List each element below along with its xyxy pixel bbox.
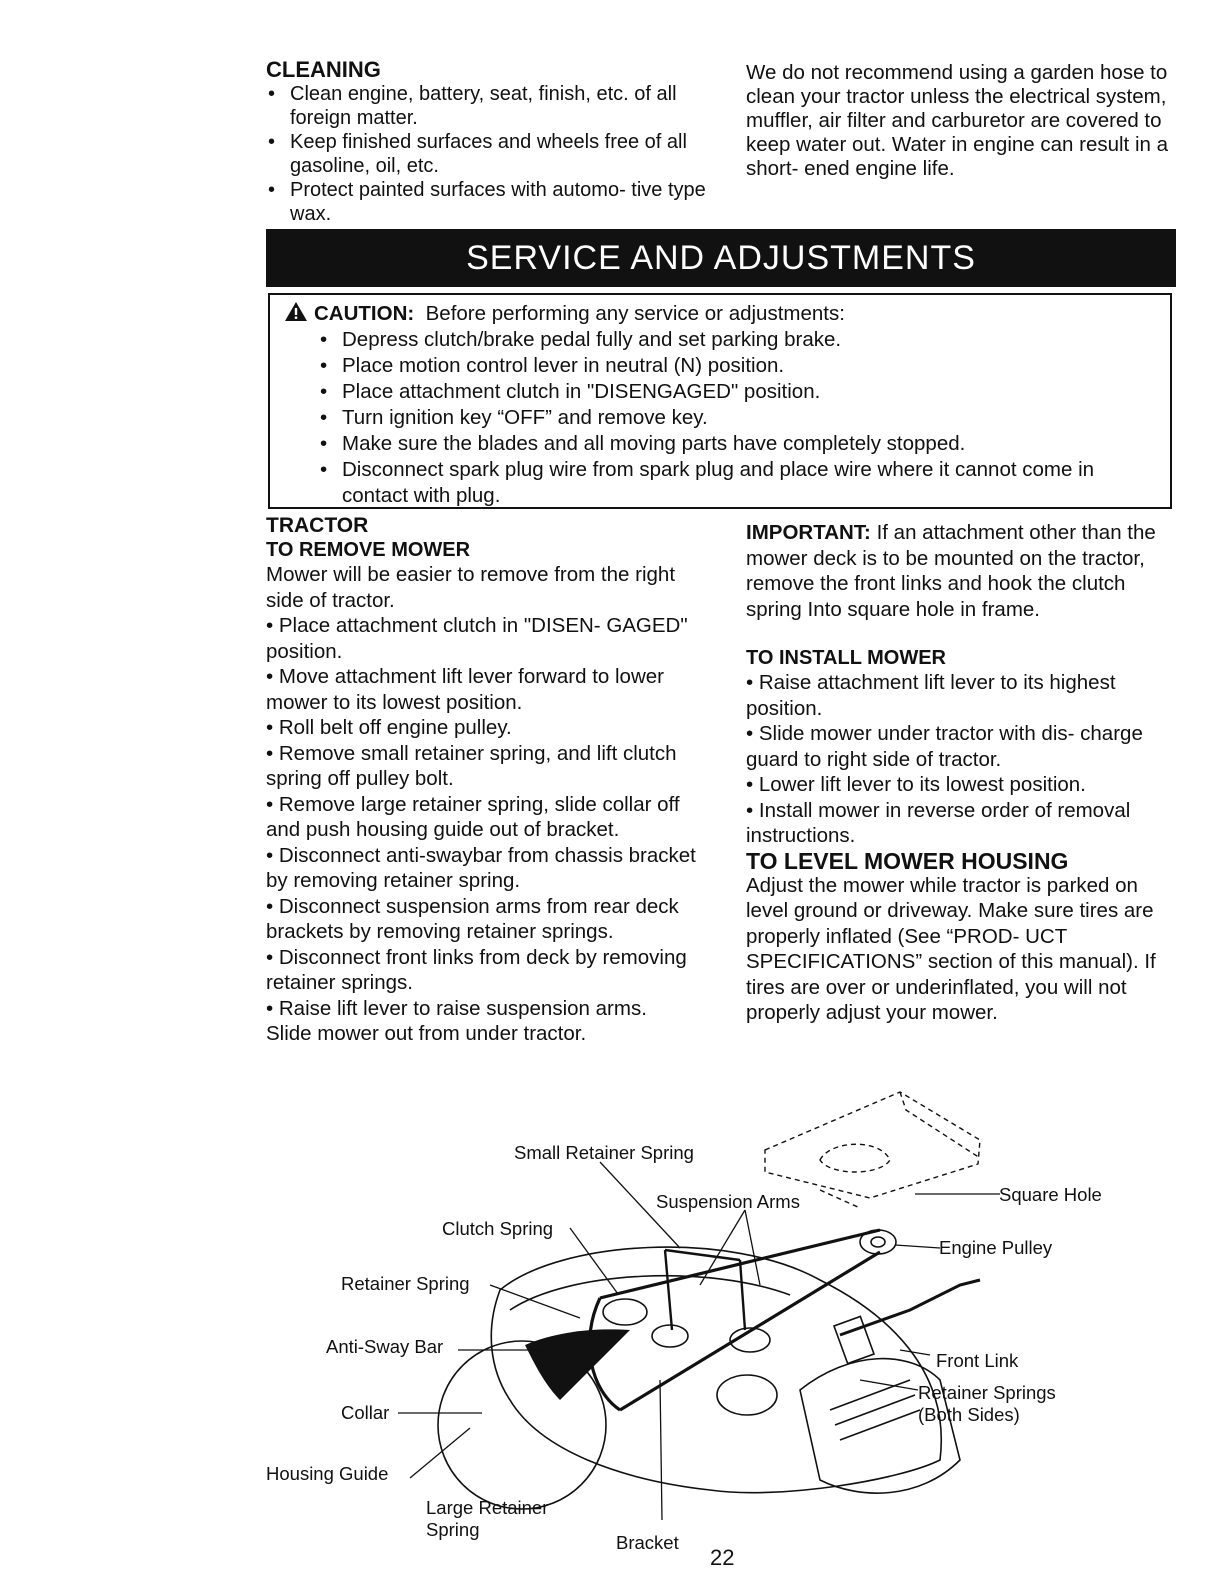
label-engine-pulley: Engine Pulley — [939, 1237, 1053, 1258]
install-step: • Slide mower under tractor with dis- charge guard to right side of tractor. — [746, 721, 1180, 772]
page-number: 22 — [710, 1545, 735, 1570]
leader-lines — [398, 1162, 1000, 1520]
label-clutch-spring: Clutch Spring — [442, 1218, 554, 1239]
label-large-retainer: Large Retainer — [426, 1497, 549, 1518]
cleaning-item: • Keep finished surfaces and wheels free of all gasoline, oil, etc. — [266, 130, 706, 178]
caution-item: • Place motion control lever in neutral (N) position. — [318, 353, 1158, 379]
pulley — [652, 1325, 688, 1347]
suspension-arm — [665, 1250, 745, 1330]
label-bracket: Bracket — [616, 1532, 679, 1553]
important-text: If an attachment other than the mower deck is to be mounted on the tractor, remove the front links and hook the clutch spring Into square hole in frame. — [746, 521, 1156, 621]
cleaning-item: • Protect painted surfaces with automo- tive type wax. — [266, 178, 706, 226]
important-note — [746, 520, 1180, 622]
cleaning-list — [266, 82, 706, 226]
remove-step: • Disconnect suspension arms from rear deck brackets by removing retainer springs. — [266, 894, 706, 945]
engine-pulley — [860, 1230, 896, 1254]
remove-mower-title: TO REMOVE MOWER — [266, 539, 471, 561]
label-housing-guide: Housing Guide — [266, 1463, 389, 1484]
discharge-ribs — [830, 1380, 920, 1440]
cleaning-title: CLEANING — [266, 57, 381, 82]
right-column — [746, 520, 1180, 1026]
remove-step: • Place attachment clutch in "DISEN- GAGED" position. — [266, 613, 706, 664]
remove-step: • Roll belt off engine pulley. — [266, 715, 706, 741]
label-both-sides: (Both Sides) — [918, 1404, 1020, 1425]
caution-box — [268, 293, 1172, 509]
label-retainer-springs: Retainer Springs — [918, 1382, 1056, 1403]
mower-diagram — [260, 1080, 1200, 1580]
remove-step: • Disconnect front links from deck by removing retainer springs. — [266, 945, 706, 996]
engine-pulley-hub — [871, 1237, 885, 1247]
pulley — [717, 1375, 777, 1415]
remove-intro: Mower will be easier to remove from the right side of tractor. — [266, 563, 676, 612]
caution-item: • Depress clutch/brake pedal fully and set parking brake. — [318, 327, 1158, 353]
label-anti-sway-bar: Anti-Sway Bar — [326, 1336, 444, 1357]
drive-belt — [590, 1230, 880, 1410]
label-retainer-spring: Retainer Spring — [341, 1273, 470, 1294]
caution-item: • Make sure the blades and all moving parts have completely stopped. — [318, 431, 1158, 457]
caution-intro: Before performing any service or adjustments: — [425, 302, 845, 325]
warning-triangle-icon — [284, 301, 308, 322]
cleaning-section — [266, 58, 706, 226]
caution-list — [318, 327, 1158, 509]
front-link — [840, 1280, 980, 1335]
label-square-hole: Square Hole — [999, 1184, 1102, 1205]
cleaning-note: We do not recommend using a garden hose to clean your tractor unless the electrical system, muffler, air filter and carburetor are covered to keep water out. Water in engine can result in a short- ened engine life. — [746, 61, 1169, 180]
label-spring: Spring — [426, 1519, 480, 1540]
label-small-retainer-spring: Small Retainer Spring — [514, 1142, 694, 1163]
remove-step: • Move attachment lift lever forward to lower mower to its lowest position. — [266, 664, 706, 715]
install-step: • Raise attachment lift lever to its highest position. — [746, 670, 1180, 721]
label-suspension-arms: Suspension Arms — [656, 1191, 800, 1212]
important-label: IMPORTANT: — [746, 521, 871, 544]
pulley — [603, 1299, 647, 1325]
caution-item: • Turn ignition key “OFF” and remove key. — [318, 405, 1158, 431]
deck-rim — [510, 1276, 790, 1310]
label-collar: Collar — [341, 1402, 390, 1423]
remove-step: • Remove small retainer spring, and lift clutch spring off pulley bolt. — [266, 741, 706, 792]
level-mower-title: TO LEVEL MOWER HOUSING — [746, 847, 1069, 874]
caution-header — [284, 301, 1158, 327]
install-step: • Lower lift lever to its lowest position. — [746, 772, 1180, 798]
anti-sway-bar-shadow — [525, 1329, 630, 1400]
caution-label: CAUTION: — [314, 302, 415, 325]
section-banner: SERVICE AND ADJUSTMENTS — [266, 229, 1176, 287]
install-step: • Install mower in reverse order of removal instructions. — [746, 798, 1180, 849]
install-mower-title: TO INSTALL MOWER — [746, 647, 946, 669]
label-front-link: Front Link — [936, 1350, 1019, 1371]
tractor-section — [266, 514, 706, 1047]
tractor-title: TRACTOR — [266, 514, 369, 537]
level-text: Adjust the mower while tractor is parked on level ground or driveway. Make sure tires are properly inflated (See “PROD- UCT SPECIFICATIONS” section of this manual). If tires are over or underinflated, you will not properly adjust your mower. — [746, 873, 1156, 1024]
cleaning-item: • Clean engine, battery, seat, finish, etc. of all foreign matter. — [266, 82, 706, 130]
remove-step: • Remove large retainer spring, slide collar off and push housing guide out of bracket. — [266, 792, 706, 843]
caution-item: • Disconnect spark plug wire from spark plug and place wire where it cannot come in contact with plug. — [318, 457, 1158, 509]
remove-step: • Raise lift lever to raise suspension arms. Slide mower out from under tractor. — [266, 996, 666, 1047]
remove-step: • Disconnect anti-swaybar from chassis bracket by removing retainer spring. — [266, 843, 706, 894]
caution-item: • Place attachment clutch in "DISENGAGED" position. — [318, 379, 1158, 405]
